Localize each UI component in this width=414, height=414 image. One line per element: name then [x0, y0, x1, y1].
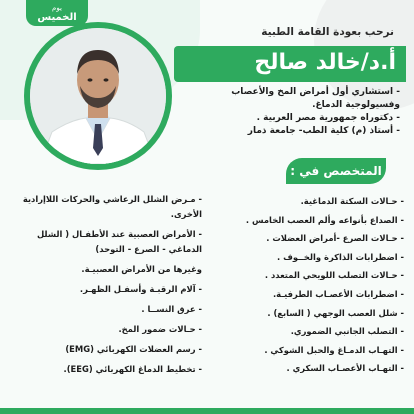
day-badge-day: الخميس — [37, 11, 77, 23]
list-item: - تخطيط الدماغ الكهربائي (EEG). — [63, 364, 202, 374]
name-value: خالد صالح — [254, 50, 361, 75]
doctor-portrait — [30, 28, 166, 164]
list-item: - آلام الرقبـة وأسفـل الظهـر. — [79, 284, 202, 294]
list-item: - اضطرابات الأعصـاب الطرفيـة. — [272, 288, 404, 299]
bottom-accent-bar — [0, 408, 414, 414]
credential-line: - دكتوراه جمهورية مصر العربية . — [256, 113, 400, 123]
list-item: - الأمراض العصبية عند الأطفـال ( الشلل الدماغي - الصرع - التوحد) — [36, 229, 202, 254]
doctor-credentials — [180, 86, 400, 138]
specialties-right-column — [214, 192, 404, 378]
list-item: وغيرها من الأمراض العصبيـة. — [81, 264, 202, 274]
specialties-heading: المتخصص في : — [286, 158, 386, 184]
list-item: - رسم العضلات الكهربائي (EMG) — [65, 344, 202, 354]
list-item: - حـالات الصرع -أمراض العضلات . — [266, 233, 404, 244]
list-item: - التهـاب الأعصـاب السكري . — [286, 363, 404, 374]
day-badge-prefix: يوم — [52, 3, 62, 12]
day-badge — [26, 0, 88, 26]
doctor-name — [254, 50, 396, 75]
list-item: - التهـاب الدمـاغ والحبل الشوكي . — [264, 344, 404, 355]
list-item: - الصداع بأنواعه وألم العصب الخامس . — [245, 214, 404, 225]
name-prefix: أ.د/ — [360, 50, 396, 75]
credential-line: - أستاذ (م) كلية الطب- جامعة ذمار — [247, 126, 400, 136]
list-item: - شلل العصب الوجهي ( السابع) . — [267, 307, 404, 318]
credential-line: - استشاري أول أمراض المخ والأعصاب وفسيولوجية الدماغ. — [231, 87, 400, 110]
list-item: - حـالات التصلب اللويحي المتعدد . — [264, 270, 404, 281]
list-item: - حـالات ضمور المخ. — [118, 324, 202, 334]
welcome-text: نرحب بعودة القامة الطبية — [261, 26, 394, 38]
list-item: - عرق النســا . — [141, 304, 202, 314]
list-item: - حـالات السكتة الدماغية. — [300, 196, 404, 206]
list-item: - مـرض الشلل الرعاشي والحركات اللاإرادية الأخرى. — [22, 194, 202, 219]
doctor-photo-icon — [30, 28, 166, 164]
list-item: - التصلب الجانبي الضموري. — [290, 326, 404, 337]
specialties-left-column — [12, 192, 202, 382]
list-item: - اضطرابات الذاكرة والخــوف . — [277, 251, 404, 262]
